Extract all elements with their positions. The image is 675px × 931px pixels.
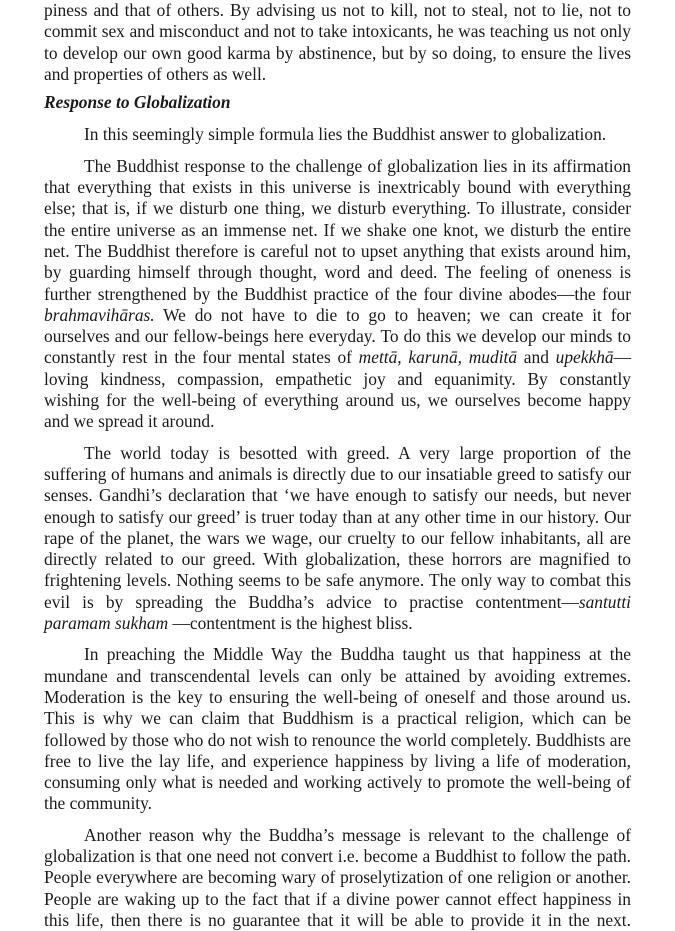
section-heading: Response to Globalization <box>44 92 231 113</box>
paragraph-formula: In this seemingly simple formula lies the Buddhist answer to globalization. <box>84 124 607 145</box>
paragraph-text: and <box>517 347 556 368</box>
paragraph-buddhist-response <box>44 156 631 433</box>
italic-term: upekkhā <box>555 347 614 368</box>
opening-paragraph: piness and that of others. By advising us not to kill, not to steal, not to lie, not to commit sex and misconduct and not to take intoxicants, he was teaching us not only to develop our own good karma by abstinence, but by so doing, to ensure the lives and properties of others as well. <box>44 0 631 84</box>
paragraph-no-conversion: Another reason why the Buddha’s message is relevant to the challenge of globalization is that one need not convert i.e. become a Buddhist to follow the path. People everywhere are becoming wary of proselytization of one religion or another. People are waking up to the fact that if a divine power cannot effect happiness in this life, then there is no guarantee that it will be able to provide it in the next. <box>44 824 631 930</box>
paragraph-middle-way: In preaching the Middle Way the Buddha taught us that happiness at the mundane and transcendental levels can only be attained by avoiding extremes. Moderation is the key to ensuring the well-being of oneself and those around us. This is why we can claim that Buddhism is a practical religion, which can be followed by those who do not wish to renounce the world completely. Buddhists are free to live the lay life, and experience happiness by living a life of moderation, consuming only what is needed and working actively to promote the well-being of the community. <box>44 644 631 814</box>
italic-term: mettā, karunā, muditā <box>358 347 518 368</box>
paragraph-text: — loving kindness, compassion, empathetic joy and equanimity. By constantly wishing for the well-being of everything around us, we ourselves become happy and we spread it around. <box>44 347 631 432</box>
paragraph-text: The Buddhist response to the challenge of globalization lies in its affirmation that everything that exists in this universe is inextricably bound with everything else; that is, if we disturb one thing, we disturb everything. To illustrate, consider the entire universe as an immense net. If we shake one knot, we disturb the entire net. The Buddhist therefore is careful not to upset anything that exists around him, by guarding himself through thought, word and deed. The feeling of oneness is further strengthened by the Buddhist practice of the four divine abodes—the four <box>44 155 631 304</box>
paragraph-text: We do not have to die to go to heaven; we can create it for ourselves and our fellow-beings here everyday. To do this we develop our minds to constantly rest in the four mental states of <box>44 304 631 368</box>
paragraph-text: —contentment is the highest bliss. <box>168 613 413 634</box>
italic-term: santutti paramam sukham <box>44 591 631 634</box>
paragraph-text: The world today is besotted with greed. A very large proportion of the suffering of humans and animals is directly due to our insatiable greed to satisfy our senses. Gandhi’s declaration that ‘we have enough to satisfy our needs, but never enough to satisfy our greed’ is truer today than at any other time in our history. Our rape of the planet, the wars we wage, our cruelty to our fellow inhabitants, all are directly related to our greed. With globalization, these horrors are magnified to frightening levels. Nothing seems to be safe anymore. The only way to combat this evil is by spreading the Buddha’s advice to practise contentment— <box>44 442 631 612</box>
paragraph-greed <box>44 443 631 635</box>
italic-term: brahmavihāras. <box>44 304 155 325</box>
